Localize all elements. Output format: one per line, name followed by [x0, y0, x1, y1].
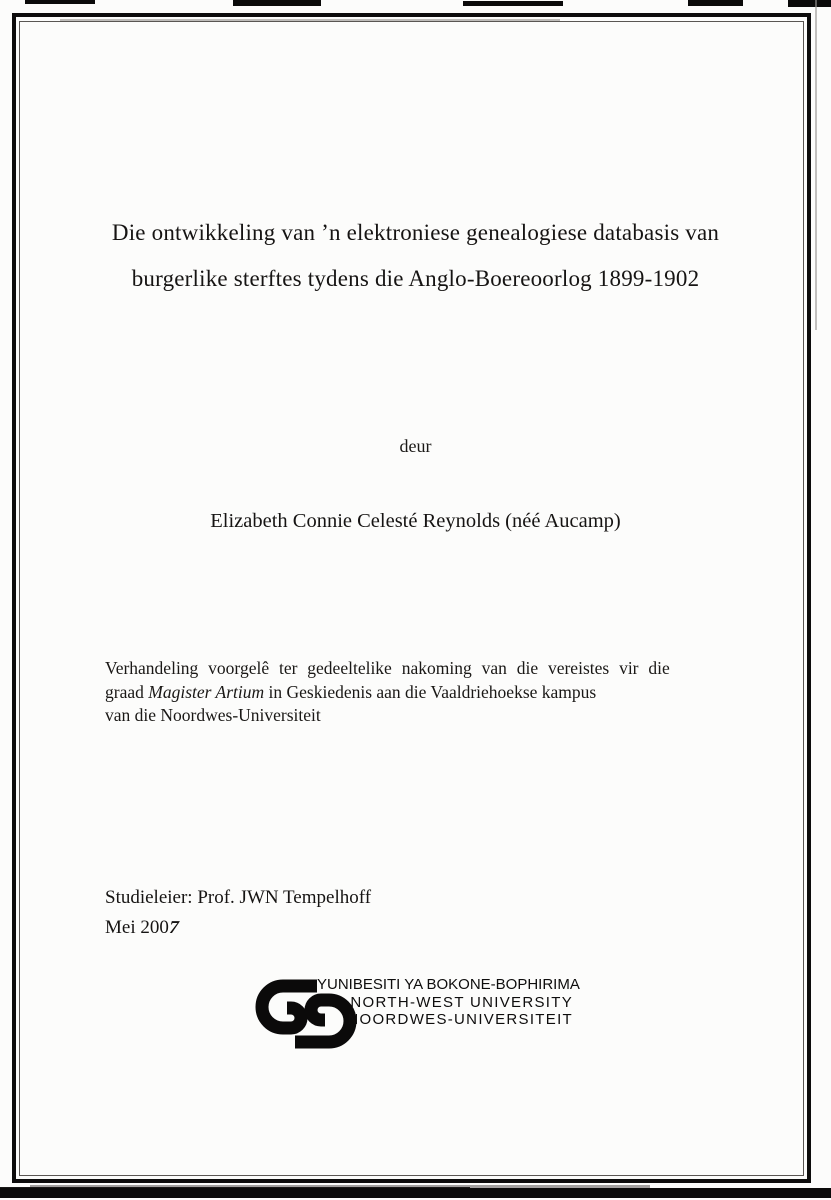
scan-artifact — [788, 0, 831, 7]
thesis-title-line-2: burgerlike sterftes tydens die Anglo-Boereoorlog 1899-1902 — [131, 266, 700, 291]
date-line — [105, 913, 371, 943]
logo-text-line-2: NORTH-WEST UNIVERSITY — [350, 993, 573, 1011]
scan-artifact — [0, 1188, 831, 1198]
logo-text-line-3: NOORDWES-UNIVERSITEIT — [347, 1011, 573, 1028]
scan-artifact — [688, 0, 743, 6]
thesis-title — [60, 210, 771, 302]
degree-statement — [105, 657, 735, 728]
supervisor-line: Studieleier: Prof. JWN Tempelhoff — [105, 887, 372, 908]
degree-statement-text: in Geskiedenis aan die Vaaldriehoekse kampus — [268, 681, 597, 702]
thesis-byline: deur — [399, 436, 432, 456]
scan-artifact — [60, 19, 560, 22]
degree-statement-line-3: van die Noordwes-Universiteit — [105, 705, 321, 725]
degree-statement-line-2 — [105, 681, 735, 705]
degree-statement-text: graad — [105, 681, 144, 702]
degree-statement-line-1: Verhandeling voorgelê ter gedeeltelike nakoming van die vereistes vir die — [105, 658, 670, 678]
university-logo-text — [317, 976, 580, 1029]
logo-text-line-1: YUNIBESITI YA BOKONE-BOPHIRIMA — [317, 976, 580, 993]
date-last-digit: 7 — [166, 917, 181, 938]
thesis-title-line-1: Die ontwikkeling van ’n elektroniese genealogiese databasis van — [111, 220, 720, 245]
scan-artifact — [25, 0, 95, 4]
scan-artifact — [463, 1, 563, 6]
scan-artifact — [233, 0, 321, 6]
supervisor-block — [105, 883, 371, 943]
scan-artifact — [815, 0, 817, 330]
author-name: Elizabeth Connie Celesté Reynolds (néé Aucamp) — [210, 510, 621, 532]
date-text: Mei 200 — [105, 917, 169, 938]
degree-name-italic: Magister Artium — [148, 681, 265, 702]
university-logo — [253, 970, 583, 1052]
